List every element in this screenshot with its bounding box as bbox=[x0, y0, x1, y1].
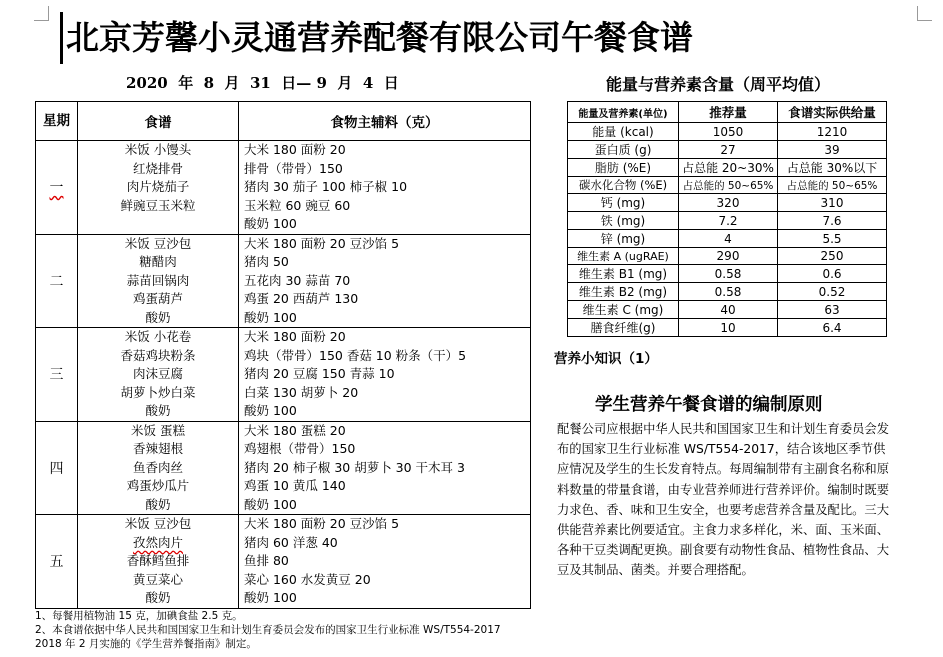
dish-cell bbox=[78, 234, 239, 328]
ingredient-cell bbox=[239, 328, 531, 422]
recommended-value: 27 bbox=[679, 141, 778, 159]
nutrition-row bbox=[568, 177, 887, 194]
ingredient-item: 猪肉 30 茄子 100 柿子椒 10 bbox=[244, 179, 408, 194]
day-label bbox=[36, 515, 78, 609]
recommended-value: 40 bbox=[679, 301, 778, 319]
ingredient-item: 五花肉 30 蒜苗 70 bbox=[244, 272, 351, 288]
dish-item: 鲜豌豆玉米粒 bbox=[120, 197, 196, 213]
dish-item: 鸡蛋葫芦 bbox=[132, 291, 183, 306]
nutrition-header-actual: 食谱实际供给量 bbox=[778, 102, 887, 123]
footnote-2: 2、本食谱依据中华人民共和国国家卫生和计划生育委员会发布的国家卫生行业标准 WS/T554-2017 bbox=[35, 624, 501, 636]
day-text: 四 bbox=[49, 460, 64, 477]
nutrient-name: 维生素 B2 (mg) bbox=[568, 283, 679, 301]
nutrition-header-recommended: 推荐量 bbox=[679, 102, 778, 123]
nutrient-name: 维生素 B1 (mg) bbox=[568, 265, 679, 283]
ingredient-item: 酸奶 100 bbox=[244, 216, 297, 231]
recommended-value: 0.58 bbox=[679, 265, 778, 283]
dish-cell bbox=[78, 515, 239, 609]
ingredient-item: 大米 180 面粉 20 豆沙馅 5 bbox=[244, 516, 400, 531]
recommended-value: 占总能 20~30% bbox=[679, 159, 778, 177]
dish-item: 胡萝卜炒白菜 bbox=[120, 384, 196, 400]
nutrition-body bbox=[568, 123, 887, 337]
menu-body bbox=[36, 141, 531, 609]
nutrient-name: 膳食纤维(g) bbox=[568, 319, 679, 337]
ingredient-cell bbox=[239, 141, 531, 235]
actual-value: 63 bbox=[778, 301, 887, 319]
ingredient-item: 白菜 130 胡萝卜 20 bbox=[244, 384, 359, 400]
day-label bbox=[36, 141, 78, 235]
ingredient-cell bbox=[239, 515, 531, 609]
actual-value: 占总能 30%以下 bbox=[778, 159, 887, 177]
nutrition-header-row bbox=[568, 102, 887, 123]
ingredient-item: 鸡蛋 20 西葫芦 130 bbox=[244, 291, 359, 306]
ingredient-item: 酸奶 100 bbox=[244, 309, 297, 325]
nutrition-row bbox=[568, 301, 887, 319]
header-dish: 食谱 bbox=[78, 102, 239, 141]
actual-value: 250 bbox=[778, 248, 887, 265]
ingredient-item: 鸡块（带骨）150 香菇 10 粉条（干）5 bbox=[244, 347, 467, 363]
ingredient-item: 大米 180 蛋糕 20 bbox=[244, 422, 346, 438]
ingredient-item: 猪肉 20 豆腐 150 青蒜 10 bbox=[244, 366, 395, 381]
ingredient-item: 酸奶 100 bbox=[244, 590, 297, 605]
recommended-value: 占总能的 50~65% bbox=[679, 177, 778, 194]
actual-value: 310 bbox=[778, 194, 887, 212]
menu-day-row bbox=[36, 421, 531, 515]
dish-item: 米饭 豆沙包 bbox=[124, 235, 192, 251]
ingredient-item: 猪肉 20 柿子椒 30 胡萝卜 30 干木耳 3 bbox=[244, 459, 465, 475]
menu-day-row bbox=[36, 234, 531, 328]
dish-item: 黄豆菜心 bbox=[132, 571, 183, 587]
dish-item: 酸奶 bbox=[145, 590, 171, 605]
ingredient-cell bbox=[239, 234, 531, 328]
recommended-value: 0.58 bbox=[679, 283, 778, 301]
dish-item: 米饭 小馒头 bbox=[124, 142, 192, 157]
actual-value: 1210 bbox=[778, 123, 887, 141]
day-text: 三 bbox=[49, 367, 64, 384]
ingredient-item: 猪肉 60 洋葱 40 bbox=[244, 534, 338, 550]
actual-value: 39 bbox=[778, 141, 887, 159]
dish-item: 香菇鸡块粉条 bbox=[120, 347, 196, 363]
ingredient-item: 大米 180 面粉 20 豆沙馅 5 bbox=[244, 235, 400, 251]
ingredient-item: 大米 180 面粉 20 bbox=[244, 329, 346, 344]
nutrition-row bbox=[568, 123, 887, 141]
nutrient-name: 维生素 C (mg) bbox=[568, 301, 679, 319]
menu-day-row bbox=[36, 141, 531, 235]
nutrition-row bbox=[568, 194, 887, 212]
dish-item: 肉片烧茄子 bbox=[126, 179, 190, 194]
dish-item: 香辣翅根 bbox=[132, 441, 183, 456]
actual-value: 6.4 bbox=[778, 319, 887, 337]
nutrient-name: 能量 (kcal) bbox=[568, 123, 679, 141]
ingredient-item: 猪肉 50 bbox=[244, 254, 289, 269]
day-label bbox=[36, 234, 78, 328]
ingredient-item: 鱼排 80 bbox=[244, 553, 289, 568]
nutrient-name: 锌 (mg) bbox=[568, 230, 679, 248]
ingredient-item: 酸奶 100 bbox=[244, 496, 297, 512]
nutrient-name: 蛋白质 (g) bbox=[568, 141, 679, 159]
dish-item: 蒜苗回锅肉 bbox=[126, 272, 190, 288]
header-day: 星期 bbox=[36, 102, 78, 141]
dish-item: 糖醋肉 bbox=[139, 254, 177, 269]
nutrition-row bbox=[568, 212, 887, 230]
nutrition-row bbox=[568, 319, 887, 337]
dish-item: 米饭 蛋糕 bbox=[131, 422, 185, 438]
dish-item: 孜然肉片 bbox=[132, 534, 183, 550]
footnote-3: 2018 年 2 月实施的《学生营养餐指南》制定。 bbox=[35, 638, 257, 650]
dish-item: 米饭 豆沙包 bbox=[124, 516, 192, 531]
nutrient-name: 钙 (mg) bbox=[568, 194, 679, 212]
recommended-value: 7.2 bbox=[679, 212, 778, 230]
ingredient-item: 鸡翅根（带骨）150 bbox=[244, 441, 356, 456]
nutrition-table bbox=[567, 101, 887, 337]
ingredient-item: 鸡蛋 10 黄瓜 140 bbox=[244, 478, 346, 493]
actual-value: 占总能的 50~65% bbox=[778, 177, 887, 194]
footnotes bbox=[35, 609, 535, 651]
menu-header-row bbox=[36, 102, 531, 141]
dish-item: 米饭 小花卷 bbox=[124, 329, 192, 344]
menu-table bbox=[35, 101, 531, 609]
nutrition-title: 能量与营养素含量（周平均值） bbox=[606, 75, 831, 94]
day-text: 五 bbox=[49, 554, 64, 571]
nutrient-name: 铁 (mg) bbox=[568, 212, 679, 230]
day-text: 二 bbox=[49, 273, 64, 290]
recommended-value: 320 bbox=[679, 194, 778, 212]
ingredient-item: 大米 180 面粉 20 bbox=[244, 142, 346, 157]
date-range: 2020 年 8 月 31 日— 9 月 4 日 bbox=[126, 74, 399, 92]
actual-value: 7.6 bbox=[778, 212, 887, 230]
actual-value: 5.5 bbox=[778, 230, 887, 248]
nutrition-row bbox=[568, 141, 887, 159]
footnote-1: 1、每餐用植物油 15 克，加碘食盐 2.5 克。 bbox=[35, 610, 243, 622]
menu-day-row bbox=[36, 515, 531, 609]
dish-item bbox=[78, 215, 238, 234]
actual-value: 0.52 bbox=[778, 283, 887, 301]
dish-item: 红烧排骨 bbox=[132, 160, 183, 176]
day-label bbox=[36, 328, 78, 422]
dish-item: 酸奶 bbox=[145, 309, 171, 325]
nutrition-row bbox=[568, 230, 887, 248]
dish-cell bbox=[78, 141, 239, 235]
recommended-value: 10 bbox=[679, 319, 778, 337]
nutrition-header-item: 能量及营养素(单位) bbox=[568, 102, 679, 123]
recommended-value: 4 bbox=[679, 230, 778, 248]
dish-item: 酸奶 bbox=[145, 403, 171, 418]
dish-item: 鸡蛋炒瓜片 bbox=[126, 478, 190, 493]
header-ingredient: 食物主辅料（克） bbox=[239, 102, 531, 141]
dish-cell bbox=[78, 328, 239, 422]
dish-item: 香酥鳕鱼排 bbox=[126, 553, 190, 568]
dish-item: 鱼香肉丝 bbox=[132, 459, 183, 475]
nutrition-row bbox=[568, 159, 887, 177]
ingredient-item: 酸奶 100 bbox=[244, 403, 297, 418]
dish-cell bbox=[78, 421, 239, 515]
ingredient-item: 排骨（带骨）150 bbox=[244, 160, 343, 176]
nutrition-row bbox=[568, 248, 887, 265]
recommended-value: 1050 bbox=[679, 123, 778, 141]
nutrient-name: 碳水化合物 (%E) bbox=[568, 177, 679, 194]
knowledge-subtitle: 营养小知识（1） bbox=[554, 351, 658, 367]
dish-item: 酸奶 bbox=[145, 496, 171, 512]
nutrition-row bbox=[568, 265, 887, 283]
nutrient-name: 维生素 A (ugRAE) bbox=[568, 248, 679, 265]
actual-value: 0.6 bbox=[778, 265, 887, 283]
nutrient-name: 脂肪 (%E) bbox=[568, 159, 679, 177]
day-label bbox=[36, 421, 78, 515]
page-title: 北京芳馨小灵通营养配餐有限公司午餐食谱 bbox=[66, 18, 693, 57]
ingredient-item: 玉米粒 60 豌豆 60 bbox=[244, 197, 351, 213]
page-corner-mark-left bbox=[34, 6, 49, 21]
nutrition-row bbox=[568, 283, 887, 301]
article-title: 学生营养午餐食谱的编制原则 bbox=[595, 395, 823, 415]
article-body: 配餐公司应根据中华人民共和国国家卫生和计划生育委员会发布的国家卫生行业标准 WS/T554-2017，结合该地区季节供应情况及学生的生长发育特点。每周编制带有主副食名称和原料数量的带量食谱，由专业营养师进行营养评价。编制时既要力求色、香、味和卫生安全，也要考虑营养含量及配比。三大供能营养素比例要适宜。主食力求多样化，米、面、玉米面、各种干豆类调配更换。副食要有动物性食品、植物性食品、大豆及其制品、菌类。并要合理搭配。 bbox=[557, 422, 890, 578]
text-cursor-bar bbox=[60, 12, 63, 64]
ingredient-cell bbox=[239, 421, 531, 515]
dish-item: 肉沫豆腐 bbox=[132, 366, 183, 381]
day-text: 一 bbox=[49, 180, 64, 197]
menu-day-row bbox=[36, 328, 531, 422]
ingredient-item: 菜心 160 水发黄豆 20 bbox=[244, 571, 371, 587]
recommended-value: 290 bbox=[679, 248, 778, 265]
